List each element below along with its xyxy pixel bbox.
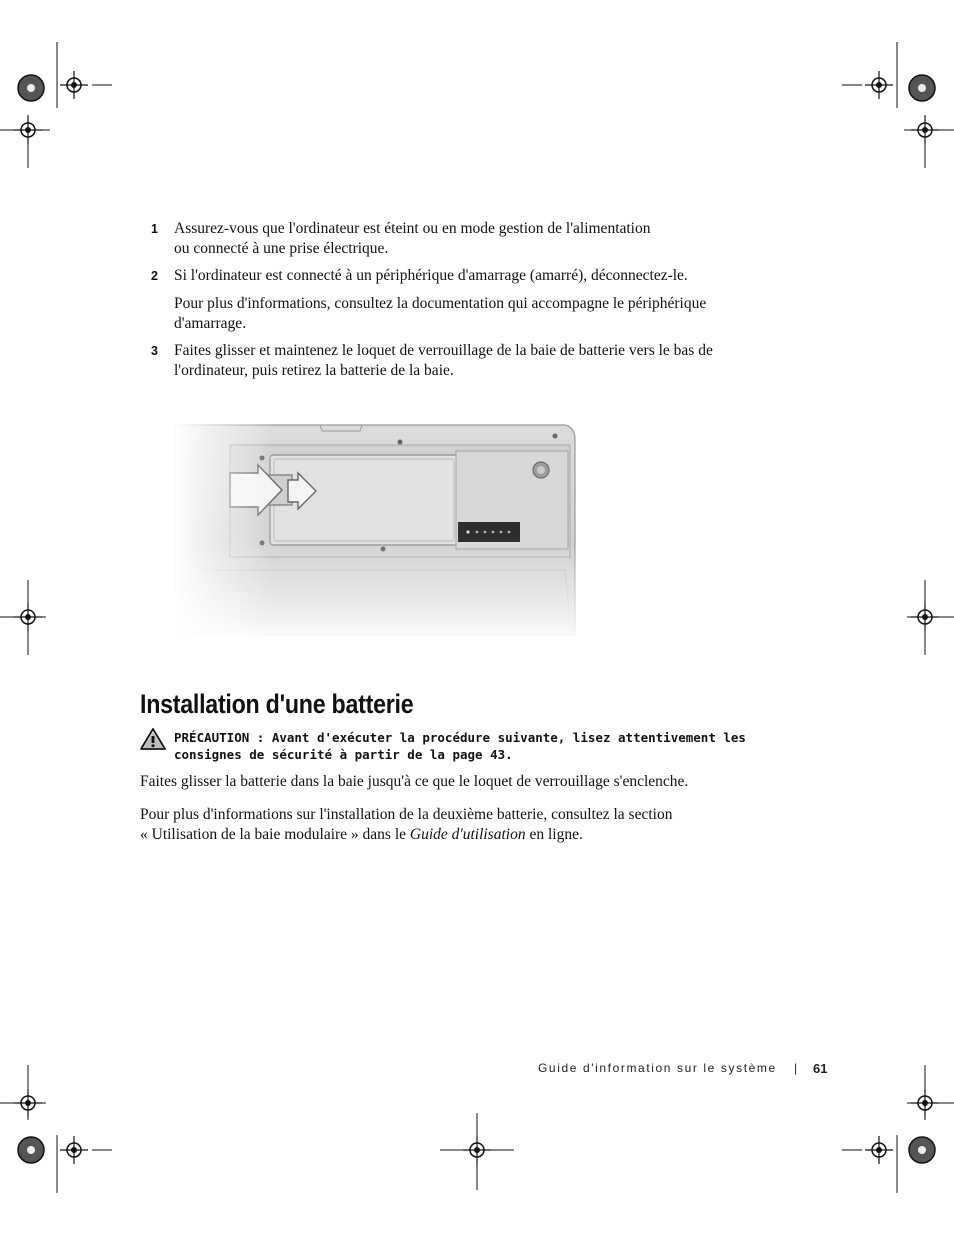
caution-line-1: PRÉCAUTION : Avant d'exécuter la procédure suivante, lisez attentivement les [174, 730, 746, 745]
more-info-paragraph [140, 805, 760, 845]
guide-title: Guide d'utilisation [409, 826, 526, 843]
footer-guide-name: Guide d'information sur le système [538, 1061, 777, 1075]
step-2-extra-line-2: d'amarrage. [174, 315, 247, 332]
section-title: Installation d'une batterie [140, 689, 414, 719]
step-1-text [174, 219, 744, 259]
step-1-line-2: ou connecté à une prise électrique. [174, 240, 389, 257]
step-3-line-2: l'ordinateur, puis retirez la batterie de la baie. [174, 362, 454, 379]
more-info-line-2 [140, 825, 760, 845]
install-paragraph: Faites glisser la batterie dans la baie jusqu'à ce que le loquet de verrouillage s'enclenche. [140, 773, 689, 790]
page-number: 61 [813, 1061, 828, 1076]
footer-separator: | [794, 1061, 798, 1075]
step-2-number: 2 [151, 269, 158, 283]
step-2-extra [174, 294, 744, 334]
step-1-line-1: Assurez-vous que l'ordinateur est éteint ou en mode gestion de l'alimentation [174, 220, 651, 237]
battery-bay-illustration [170, 415, 590, 645]
more-info-line-1: Pour plus d'informations sur l'installation de la deuxième batterie, consultez la section [140, 806, 673, 823]
step-3-line-1: Faites glisser et maintenez le loquet de verrouillage de la baie de batterie vers le bas de [174, 342, 713, 359]
more-info-text-before: « Utilisation de la baie modulaire » dans le [140, 826, 410, 843]
caution-icon [139, 727, 167, 751]
caution-line-2: consignes de sécurité à partir de la page 43. [174, 747, 513, 762]
step-2-text [174, 266, 744, 286]
caution-notice [174, 729, 746, 763]
step-3-text [174, 341, 744, 381]
more-info-text-after: en ligne. [525, 826, 583, 843]
step-2-line-1: Si l'ordinateur est connecté à un périphérique d'amarrage (amarré), déconnectez-le. [174, 267, 688, 284]
step-2-extra-line-1: Pour plus d'informations, consultez la documentation qui accompagne le périphérique [174, 295, 707, 312]
step-3-number: 3 [151, 344, 158, 358]
step-1-number: 1 [151, 222, 158, 236]
